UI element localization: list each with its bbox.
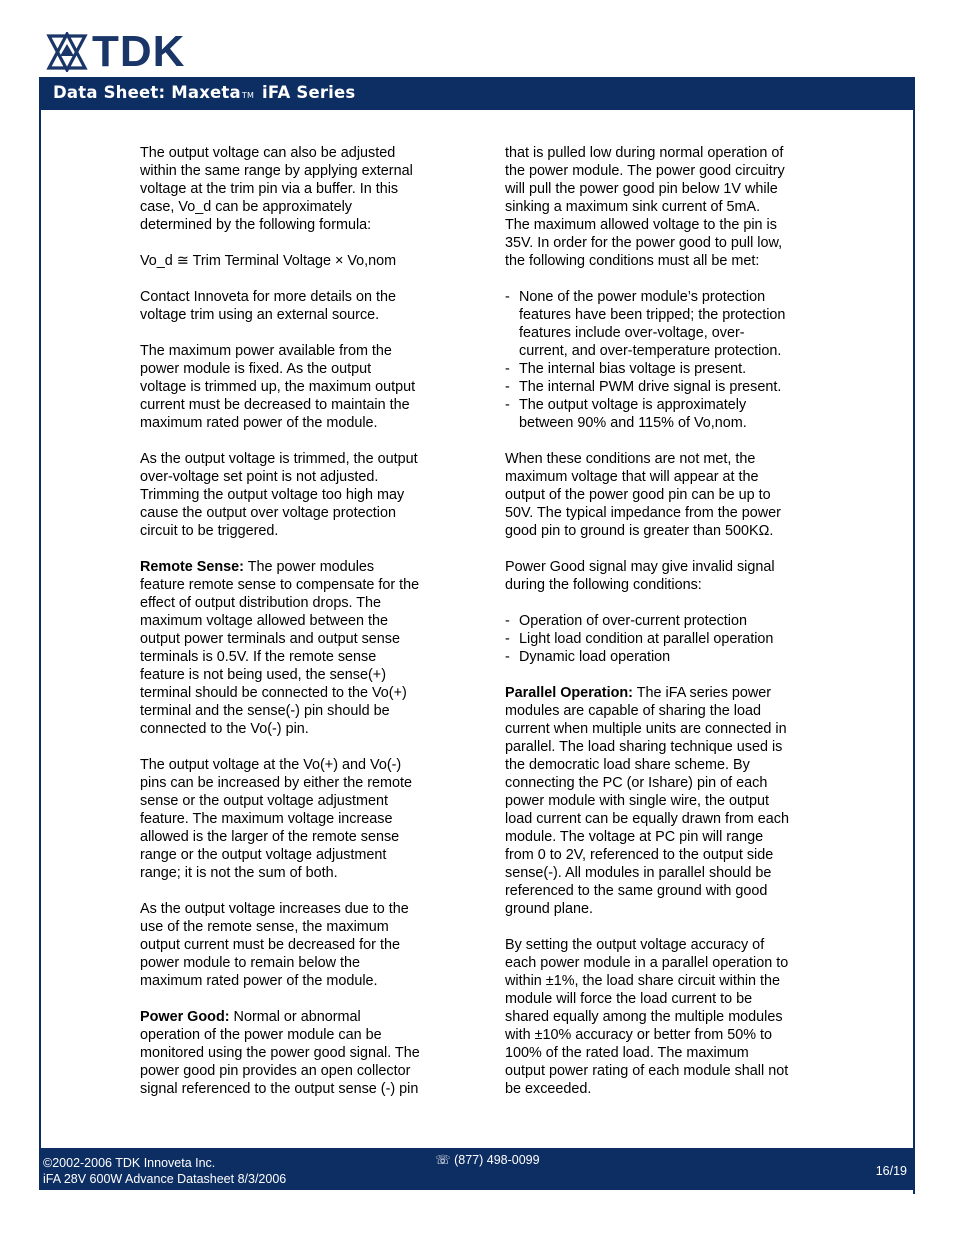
copyright-text: ©2002-2006 TDK Innoveta Inc. xyxy=(43,1156,216,1170)
remote-sense-heading: Remote Sense: xyxy=(140,559,244,575)
frame-right-border xyxy=(913,110,915,1150)
conditions-not-met-paragraph: When these conditions are not met, the maximum voltage that will appear at the output of the power good pin can be up to 50V. The typical impedance from the power good pin to ground is greater than 500KΩ. xyxy=(505,451,781,539)
power-good-continued-paragraph: that is pulled low during normal operation of the power module. The power good circuitry will pull the power good pin below 1V while sinking a maximum sink current of 5mA. The maximum allowed voltage to the pin is 35V. In order for the power good to pull low, the following conditions must all be met: xyxy=(505,145,785,269)
footer-left xyxy=(43,1155,286,1187)
power-good-conditions-list xyxy=(505,288,825,432)
list-item: - Dynamic load operation xyxy=(505,648,825,666)
list-item: - None of the power module’s protection features have been tripped; the protection features include over-voltage, over- current, and over-temperature protection. xyxy=(505,288,825,360)
footer-bar xyxy=(39,1148,915,1190)
parallel-operation-paragraph xyxy=(505,684,825,918)
footer-tail-mark xyxy=(913,1190,915,1194)
remote-sense-text: The power modules feature remote sense to compensate for the effect of output distribution drops. The maximum voltage allowed between the output power terminals and output sense terminals is 0.5V. If the remote sense feature is not being used, the sense(+) terminal should be connected to the Vo(+) terminal and the sense(-) pin should be connected to the Vo(-) pin. xyxy=(140,559,420,737)
phone-number: ☏ (877) 498-0099 xyxy=(435,1153,540,1167)
power-good-heading: Power Good: xyxy=(140,1009,230,1025)
left-column xyxy=(140,144,460,1116)
parallel-operation-heading: Parallel Operation: xyxy=(505,685,633,701)
list-item: - Light load condition at parallel operation xyxy=(505,630,825,648)
right-column xyxy=(505,144,825,1116)
trim-formula: Vo_d ≅ Trim Terminal Voltage × Vo,nom xyxy=(140,253,397,269)
tdk-logo xyxy=(46,27,186,76)
page-number: 16/19 xyxy=(875,1164,907,1178)
overvoltage-paragraph: As the output voltage is trimmed, the output over-voltage set point is not adjusted. Trimming the output voltage too high may cause the output over voltage protection circuit to be triggered. xyxy=(140,451,418,539)
list-item: - Operation of over-current protection xyxy=(505,612,825,630)
page-title xyxy=(53,83,355,102)
title-suffix: iFA Series xyxy=(262,83,356,102)
parallel-operation-text: The iFA series power modules are capable of sharing the load current when multiple units are connected in parallel. The load sharing technique used is the democratic load share scheme. By connecting the PC (or Ishare) pin of each power module with single wire, the output load current can be equally drawn from each module. The voltage at PC pin will range from 0 to 2V, referenced to the output side sense(-). All modules in parallel should be referenced to the same ground with good ground plane. xyxy=(505,685,789,917)
list-item: - The internal bias voltage is present. xyxy=(505,360,825,378)
trim-external-paragraph: The output voltage can also be adjusted within the same range by applying external voltage at the trim pin via a buffer. In this case, Vo_d can be approximately determined by the following formula: xyxy=(140,145,413,233)
power-good-text: Normal or abnormal operation of the power module can be monitored using the power good signal. The power good pin provides an open collector signal referenced to the output sense (-) pin xyxy=(140,1009,420,1097)
trademark-mark: TM xyxy=(241,91,255,100)
title-prefix: Data Sheet: Maxeta xyxy=(53,83,241,102)
voltage-increase-paragraph: The output voltage at the Vo(+) and Vo(-) pins can be increased by either the remote sense or the output voltage adjustment feature. The maximum voltage increase allowed is the larger of the remote sense range or the output voltage adjustment range; it is not the sum of both. xyxy=(140,757,412,881)
invalid-signal-paragraph: Power Good signal may give invalid signal during the following conditions: xyxy=(505,559,775,593)
max-power-paragraph: The maximum power available from the power module is fixed. As the output voltage is trimmed up, the maximum output current must be decreased to maintain the maximum rated power of the module. xyxy=(140,343,416,431)
logo-text: TDK xyxy=(92,27,186,76)
tdk-emblem-icon xyxy=(46,32,88,72)
header-bar xyxy=(39,77,915,110)
accuracy-paragraph: By setting the output voltage accuracy of each power module in a parallel operation to within ±1%, the load share circuit within the module will force the load current to be shared equally among the multiple modules with ±10% accuracy or better from 50% to 100% of the rated load. The maximum output power rating of each module shall not be exceeded. xyxy=(505,937,789,1097)
invalid-conditions-list xyxy=(505,612,825,666)
document-info: iFA 28V 600W Advance Datasheet 8/3/2006 xyxy=(43,1172,287,1186)
contact-paragraph: Contact Innoveta for more details on the voltage trim using an external source. xyxy=(140,289,396,323)
list-item: - The internal PWM drive signal is present. xyxy=(505,378,825,396)
power-good-paragraph xyxy=(140,1008,460,1098)
remote-sense-current-paragraph: As the output voltage increases due to the use of the remote sense, the maximum output current must be decreased for the power module to remain below the maximum rated power of the module. xyxy=(140,901,409,989)
list-item: - The output voltage is approximately between 90% and 115% of Vo,nom. xyxy=(505,396,825,432)
frame-left-border xyxy=(39,110,41,1150)
remote-sense-paragraph xyxy=(140,558,460,738)
